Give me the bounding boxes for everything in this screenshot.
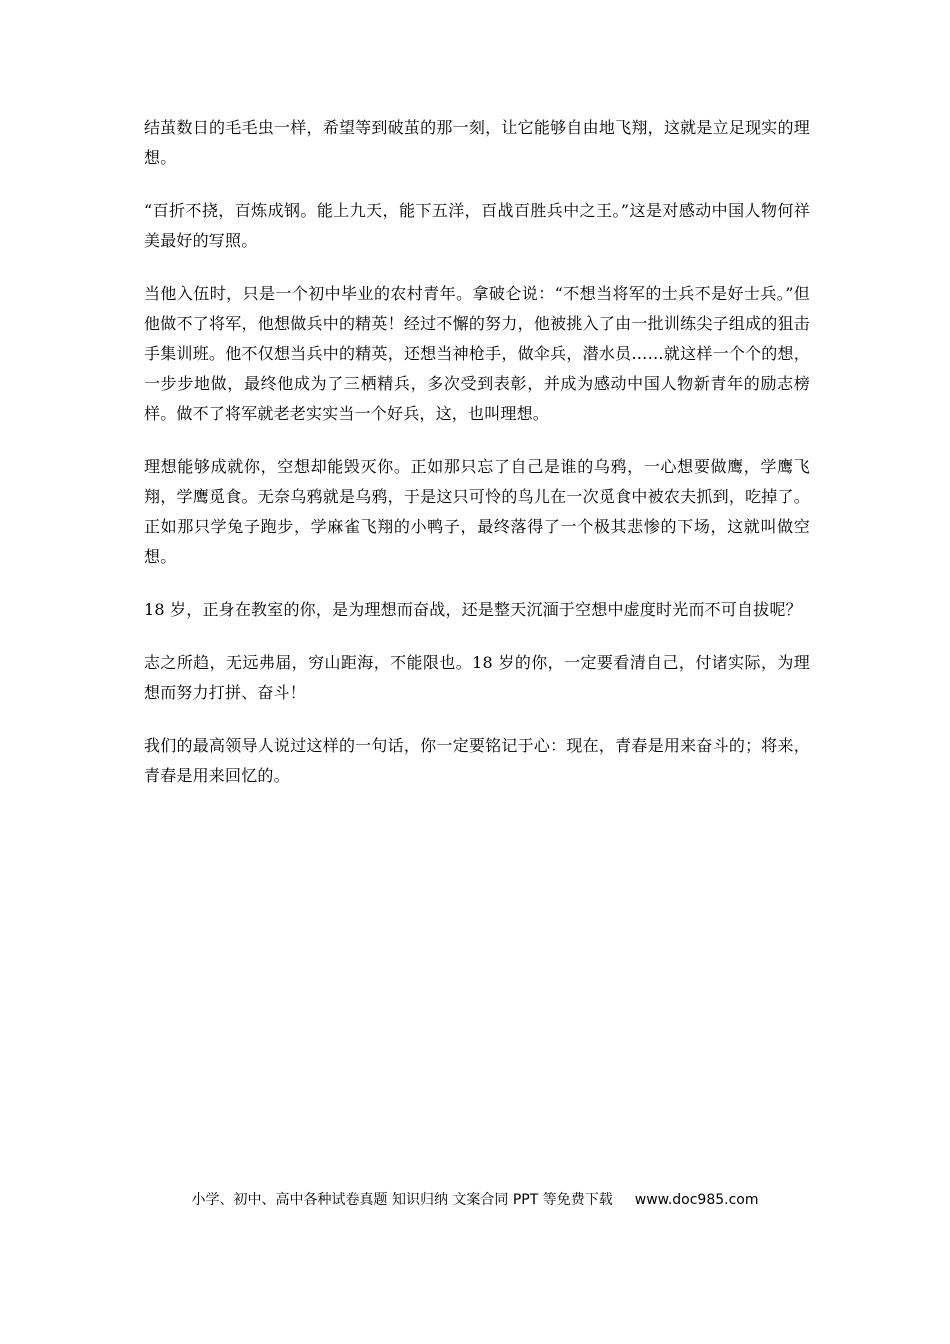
paragraph-7: 我们的最高领导人说过这样的一句话，你一定要铭记于心：现在，青春是用来奋斗的；将来，青春是用来回忆的。 [144, 736, 810, 785]
paragraph-3: 当他入伍时，只是一个初中毕业的农村青年。拿破仑说：“不想当将军的士兵不是好士兵。”但他做不了将军，他想做兵中的精英！经过不懈的努力，他被挑入了由一批训练尖子组成的狙击手集训班。他不仅想当兵中的精英，还想当神枪手，做伞兵，潜水员……就这样一个个的想，一步步地做，最终他成为了三栖精兵，多次受到表彰，并成为感动中国人物新青年的励志榜样。做不了将军就老老实实当一个好兵，这，也叫理想。 [144, 284, 810, 423]
footer-url[interactable]: www.doc985.com [634, 1192, 759, 1208]
paragraph-5: 18 岁，正身在教室的你，是为理想而奋战，还是整天沉湎于空想中虚度时光而不可自拔呢？ [144, 600, 802, 619]
paragraph-2: “百折不挠，百炼成钢。能上九天，能下五洋，百战百胜兵中之王。”这是对感动中国人物何祥美最好的写照。 [144, 201, 810, 250]
paragraph-4: 理想能够成就你，空想却能毁灭你。正如那只忘了自己是谁的乌鸦，一心想要做鹰，学鹰飞翔，学鹰觅食。无奈乌鸦就是乌鸦，于是这只可怜的鸟儿在一次觅食中被农夫抓到，吃掉了。正如那只学兔子跑步，学麻雀飞翔的小鸭子，最终落得了一个极其悲惨的下场，这就叫做空想。 [144, 457, 810, 566]
paragraph-6: 志之所趋，无远弗届，穷山距海，不能限也。18 岁的你，一定要看清自己，付诸实际，为理想而努力打拼、奋斗！ [144, 653, 810, 702]
page-footer [0, 1190, 950, 1210]
paragraph-1: 结茧数日的毛毛虫一样，希望等到破茧的那一刻，让它能够自由地飞翔，这就是立足现实的理想。 [144, 118, 810, 167]
footer-text: 小学、初中、高中各种试卷真题 知识归纳 文案合同 PPT 等免费下载 [191, 1192, 613, 1208]
article-body [144, 113, 810, 814]
